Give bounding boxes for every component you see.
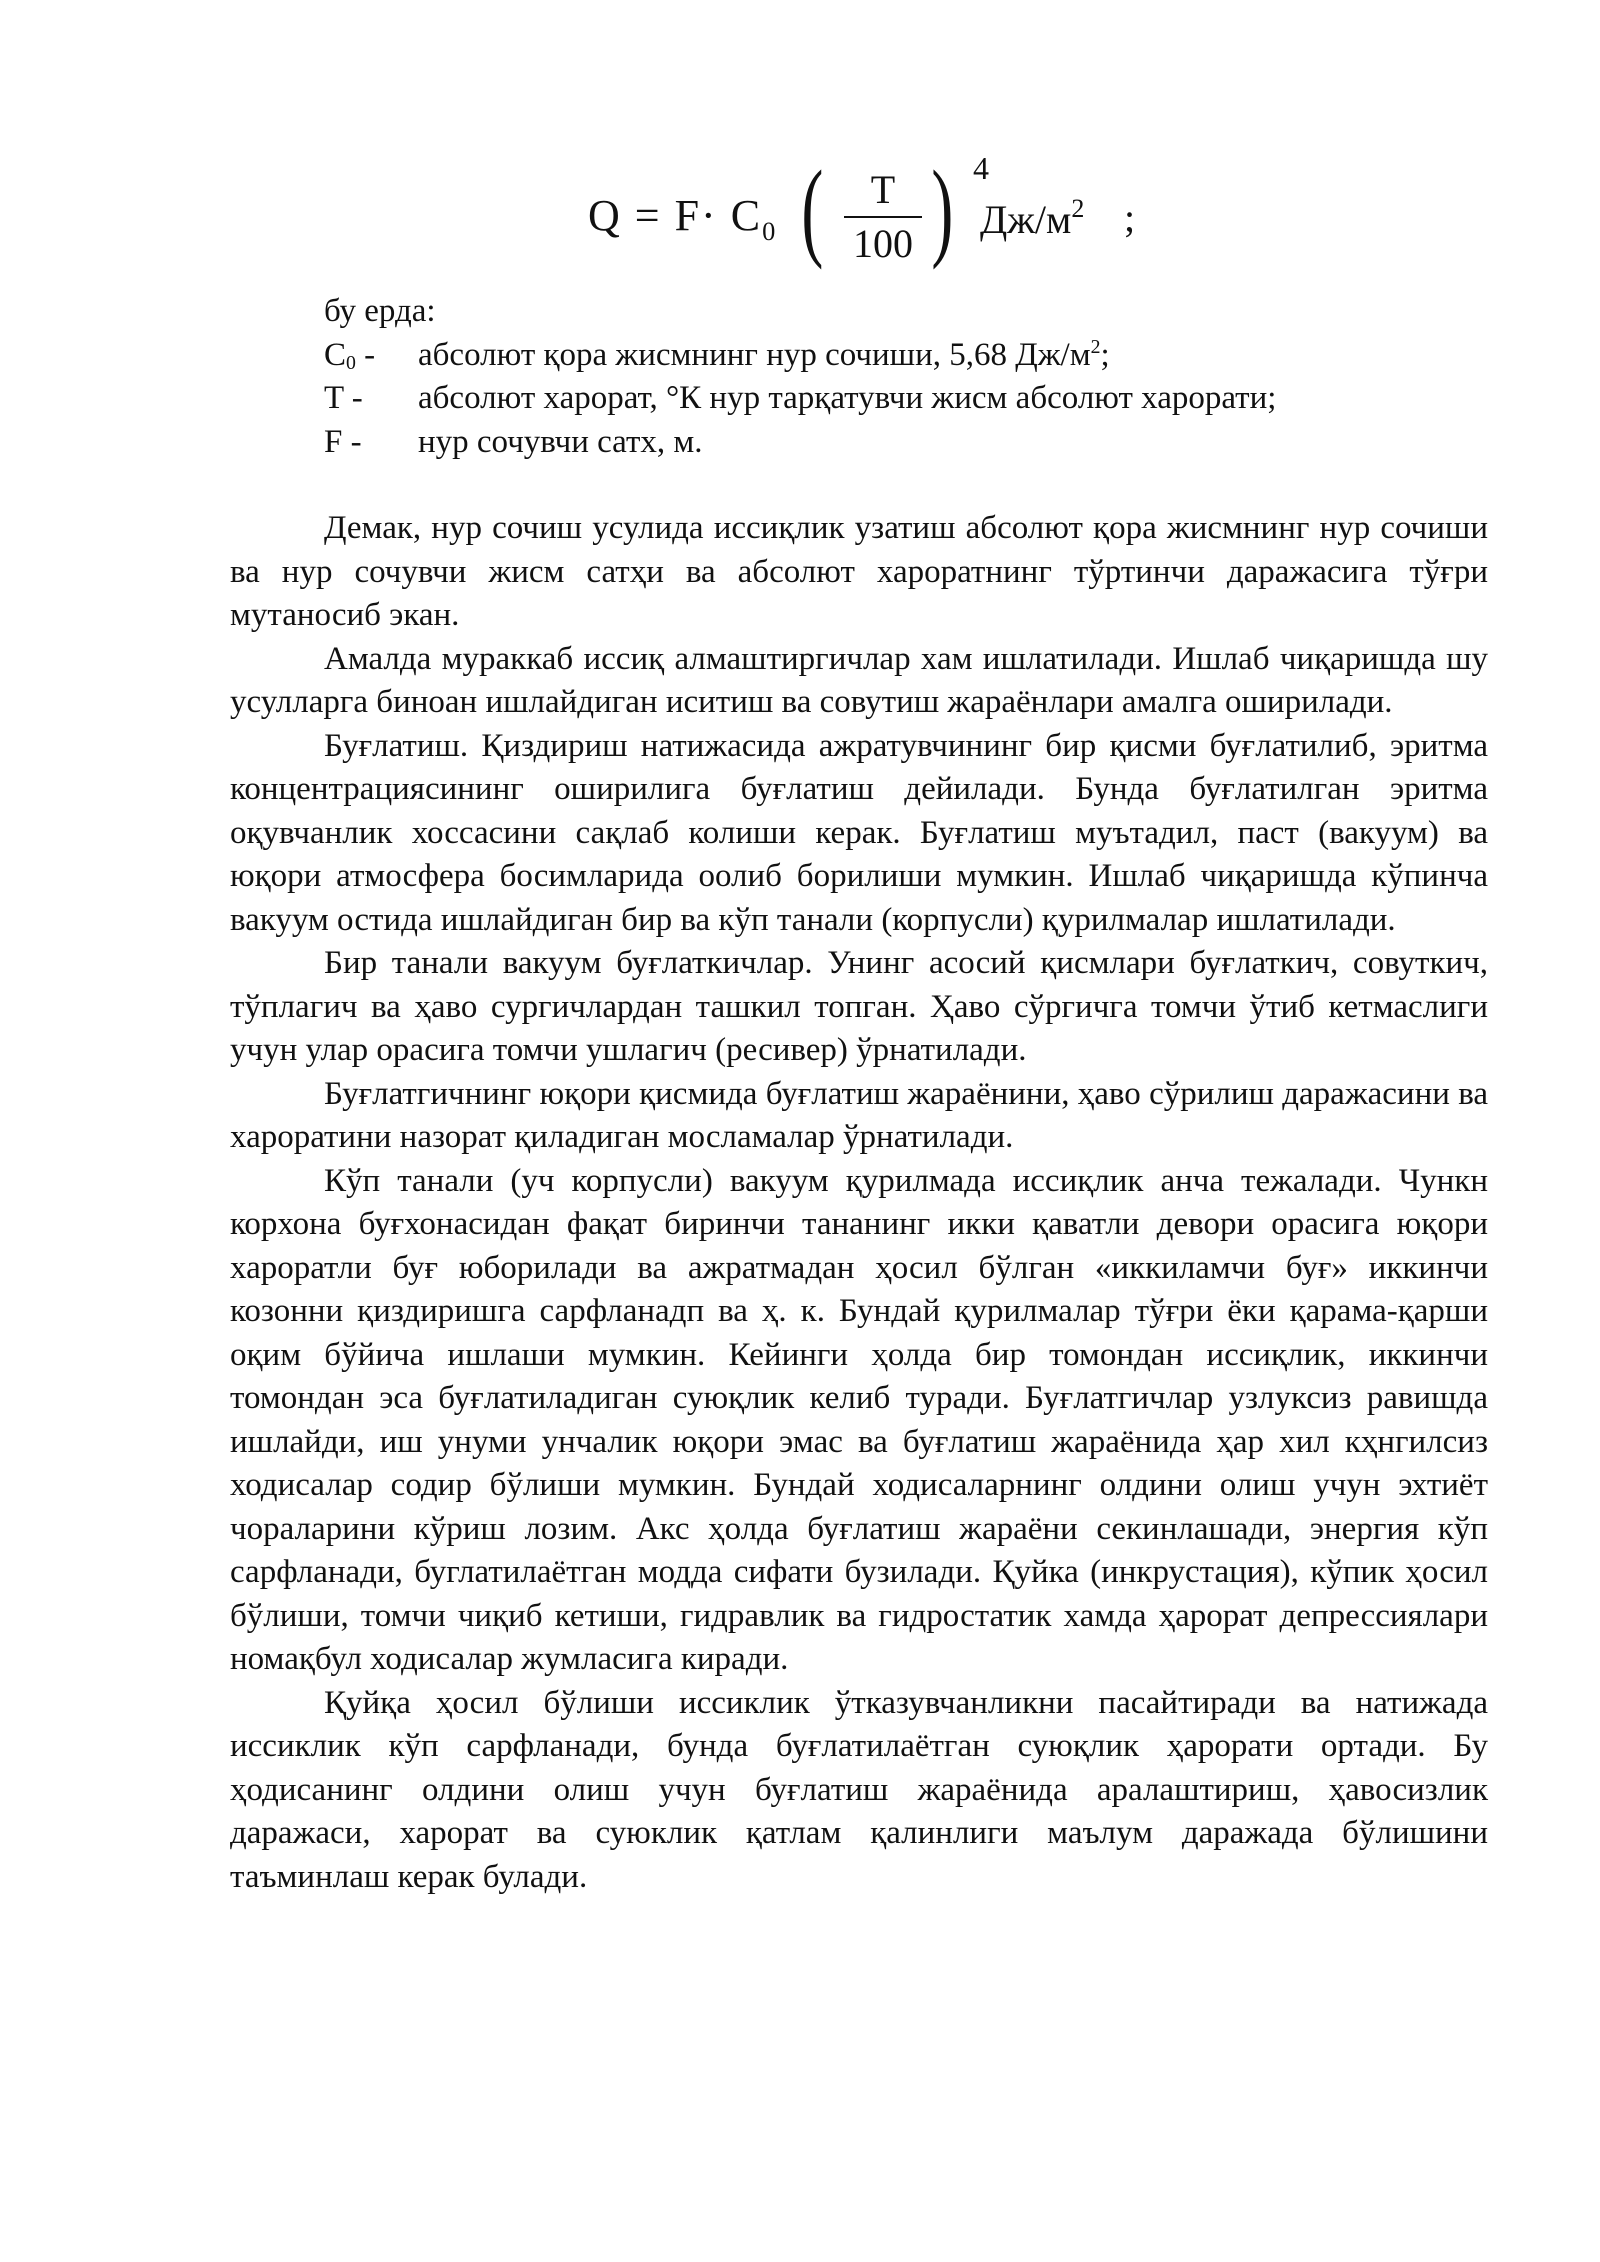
paragraph: Буғлатгичнинг юқори қисмида буғлатиш жараёнини, ҳаво сўрилиш даражасини ва хароратини назорат қиладиган мосламалар ўрнатилади. [230,1075,1488,1155]
paragraph: Демак, нур сочиш усулида иссиқлик узатиш абсолют қора жисмнинг нур сочиши ва нур сочувчи жисм сатҳи ва абсолют хароратнинг тўртинчи даражасига тўғри мутаносиб экан. [230,510,1488,633]
radiation-formula [588,150,1148,280]
definition-f [230,421,1488,465]
paragraph: Амалда мураккаб иссиқ алмаштиргичлар хам ишлатилади. Ишлаб чиқаришда шу усулларга биноан ишлайдиган иситиш ва совутиш жараёнлари амалга оширилади. [230,640,1488,720]
definition-symbol: F - [324,423,362,460]
definition-c0 [230,334,1488,378]
body-text [230,290,1488,1899]
formula-denominator: 100 [853,221,913,266]
paragraph: Қуйқа ҳосил бўлиши иссиклик ўтказувчанликни пасайтиради ва натижада иссиклик кўп сарфланади, бунда буғлатилаётган суюқлик ҳарорати ортади. Бу ҳодисанинг олдини олиш учун буғлатиш жараёнида аралаштириш, ҳавосизлик даражаси, харорат ва суюклик қатлам қалинлиги маълум даражада бўлишини таъминлаш керак булади. [230,1684,1488,1895]
definition-symbol: $C_0$ - [324,336,376,374]
paragraph: Кўп танали (уч корпусли) вакуум қурилмада иссиқлик анча тежалади. Чункн корхона буғхонасидан фақат биринчи тананинг икки қаватли девори орасига юқори хароратли буғ юборилади ва ажратмадан ҳосил бўлган «иккиламчи буғ» иккинчи козонни қиздиришга сарфланадп ва ҳ. к. Бундай қурилмалар тўғри ёки қарама-қарши оқим бўйича ишлаши мумкин. Кейинги ҳолда бир томондан иссиқлик, иккинчи томондан эса буғлатиладиган суюқлик келиб туради. Буғлатгичлар узлуксиз равишда ишлайди, иш унуми унчалик юқори эмас ва буғлатиш жараёнида ҳар хил кҳнгилсиз ходисалар содир бўлиши мумкин. Бундай ходисаларнинг олдини олиш учун эхтиёт чораларини кўриш лозим. Акс ҳолда буғлатиш жараёни секинлашади, энергия кўп сарфланади, буглатилаётган модда сифати бузилади. Қуйка (инкрустация), кўпик ҳосил бўлиши, томчи чиқиб кетиши, гидравлик ва гидростатик хамда ҳарорат депрессиялари номақбул ходисалар жумласига киради. [230,1162,1488,1677]
definition-text: нур сочувчи сатх, м. [418,423,703,460]
formula-right-paren: ) [931,148,954,270]
formula-exponent: 4 [973,150,989,186]
fraction-bar [844,216,922,218]
definition-text: абсолют харорат, °К нур тарқатувчи жисм абсолют харорати; [418,380,1277,416]
formula-terminator: ; [1124,195,1136,240]
formula-lhs: $Q = F\cdot C_0$ [588,191,778,246]
formula-numerator: T [870,167,896,212]
formula-unit: $Дж/м^2$ [980,194,1085,242]
definition-symbol: T - [324,380,363,416]
where-label: бу ерда: [324,293,436,329]
paragraph: Буғлатиш. Қиздириш натижасида ажратувчининг бир қисми буғлатилиб, эритма концентрациясининг оширилига буғлатиш дейилади. Бунда буғлатилган эритма оқувчанлик хоссасини сақлаб колиши керак. Буғлатиш муътадил, паст (вакуум) ва юқори атмосфера босимларида оолиб борилиши мумкин. Ишлаб чиқаришда кўпинча вакуум остида ишлайдиган бир ва кўп танали (корпусли) қурилмалар ишлатилади. [230,727,1488,938]
definition-text: абсолют қора жисмнинг нур сочиши, 5,68 $Дж/м^2$; [418,335,1110,373]
formula-left-paren: ( [801,148,824,270]
paragraph: Бир танали вакуум буғлаткичлар. Унинг асосий қисмлари буғлаткич, совуткич, тўплагич ва ҳаво сургичлардан ташкил топган. Ҳаво сўргичга томчи ўтиб кетмаслиги учун улар орасига томчи ушлагич (ресивер) ўрнатилади. [230,945,1488,1068]
formula-fraction [838,168,928,266]
definition-t [230,377,1488,421]
